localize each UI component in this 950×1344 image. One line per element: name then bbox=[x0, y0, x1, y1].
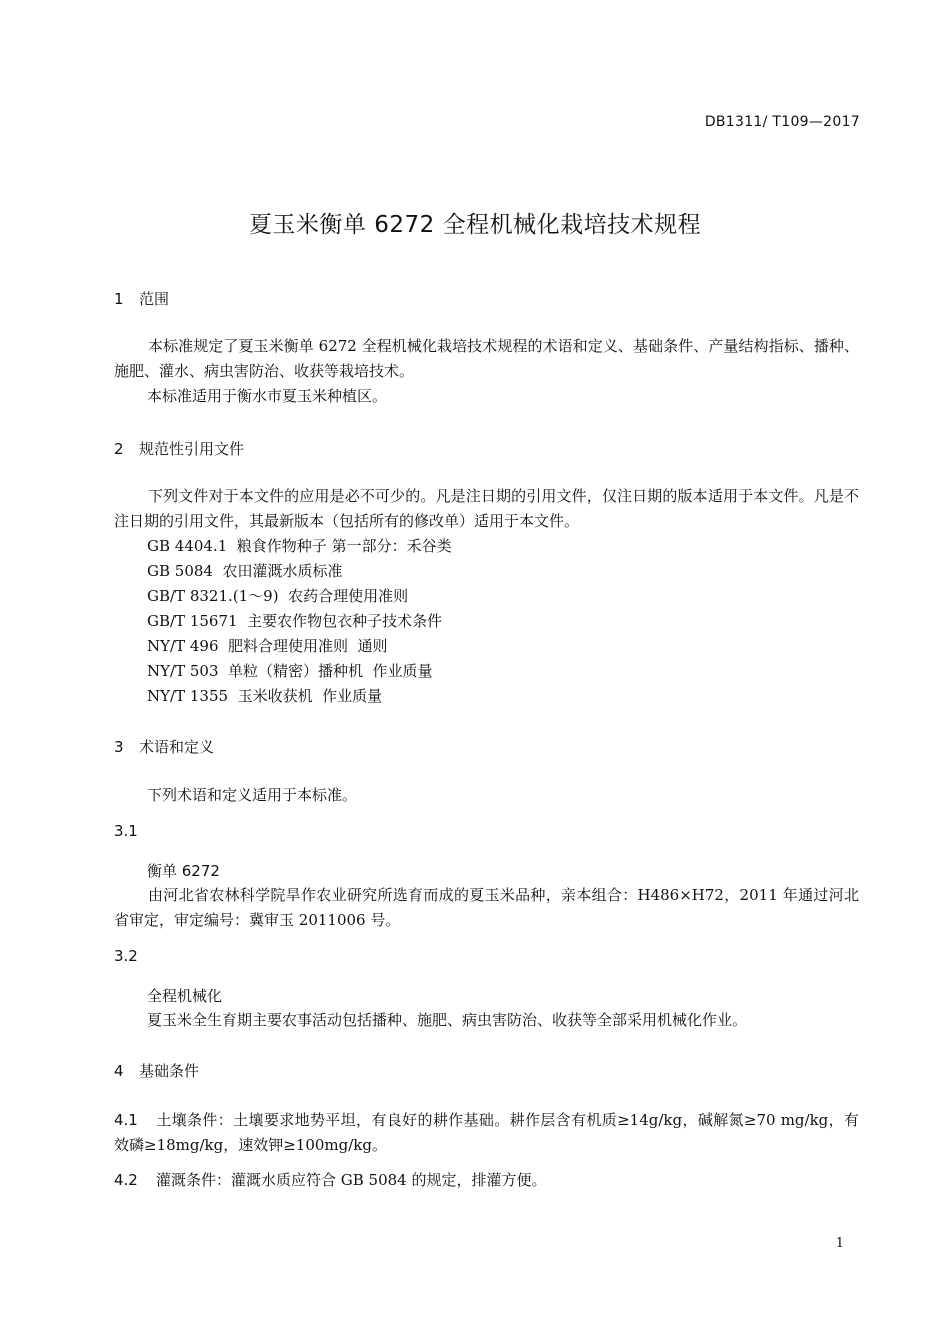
reference-item: NY/T 1355 玉米收获机 作业质量 bbox=[147, 687, 383, 705]
term-3-1-number: 3.1 bbox=[114, 822, 138, 840]
section-3-paragraph-1: 下列术语和定义适用于本标准。 bbox=[147, 786, 358, 804]
standard-code: DB1311/ T109—2017 bbox=[704, 114, 860, 130]
clause-number: 4.2 bbox=[114, 1171, 138, 1189]
term-3-2-number: 3.2 bbox=[114, 947, 138, 965]
section-1-paragraph-2: 本标准适用于衡水市夏玉米种植区。 bbox=[147, 387, 388, 405]
term-3-1-definition: 由河北省农林科学院旱作农业研究所选育而成的夏玉米品种，亲本组合：H486×H72，2011 年通过河北省审定，审定编号：冀审玉 2011006 号。 bbox=[114, 886, 859, 929]
section-number: 4 bbox=[114, 1062, 124, 1080]
term-3-1-name: 衡单 6272 bbox=[147, 862, 220, 880]
section-1-paragraph-1: 本标准规定了夏玉米衡单 6272 全程机械化栽培技术规程的术语和定义、基础条件、产量结构指标、播种、施肥、灌水、病虫害防治、收获等栽培技术。 bbox=[114, 337, 859, 380]
section-title: 术语和定义 bbox=[139, 738, 215, 756]
clause-4-1 bbox=[114, 1108, 859, 1158]
clause-4-2 bbox=[114, 1168, 859, 1193]
section-title: 规范性引用文件 bbox=[139, 440, 245, 458]
reference-list bbox=[147, 534, 452, 709]
section-number: 1 bbox=[114, 290, 124, 308]
section-title: 基础条件 bbox=[139, 1062, 200, 1080]
document-title: 夏玉米衡单 6272 全程机械化栽培技术规程 bbox=[248, 212, 702, 238]
reference-item: GB 5084 农田灌溉水质标准 bbox=[147, 562, 343, 580]
reference-item: GB/T 15671 主要农作物包衣种子技术条件 bbox=[147, 612, 443, 630]
reference-item: NY/T 503 单粒（精密）播种机 作业质量 bbox=[147, 662, 433, 680]
section-title: 范围 bbox=[139, 290, 170, 308]
clause-text: 灌溉条件：灌溉水质应符合 GB 5084 的规定，排灌方便。 bbox=[156, 1171, 547, 1189]
section-3-heading bbox=[114, 736, 214, 757]
term-3-2-name: 全程机械化 bbox=[147, 987, 223, 1005]
page-number: 1 bbox=[835, 1236, 844, 1251]
section-number: 3 bbox=[114, 738, 124, 756]
section-number: 2 bbox=[114, 440, 124, 458]
section-4-heading bbox=[114, 1060, 199, 1081]
section-2-paragraph-1: 下列文件对于本文件的应用是必不可少的。凡是注日期的引用文件，仅注日期的版本适用于本文件。凡是不注日期的引用文件，其最新版本（包括所有的修改单）适用于本文件。 bbox=[114, 487, 859, 530]
clause-text: 土壤条件：土壤要求地势平坦，有良好的耕作基础。耕作层含有机质≥14g/kg，碱解氮≥70 mg/kg，有效磷≥18mg/kg，速效钾≥100mg/kg。 bbox=[114, 1111, 859, 1154]
reference-item: NY/T 496 肥料合理使用准则 通则 bbox=[147, 637, 388, 655]
section-1-heading bbox=[114, 288, 169, 309]
section-2-heading bbox=[114, 438, 244, 459]
reference-item: GB 4404.1 粮食作物种子 第一部分：禾谷类 bbox=[147, 537, 452, 555]
clause-number: 4.1 bbox=[114, 1111, 138, 1129]
term-3-2-definition: 夏玉米全生育期主要农事活动包括播种、施肥、病虫害防治、收获等全部采用机械化作业。 bbox=[147, 1011, 748, 1029]
reference-item: GB/T 8321.(1～9) 农药合理使用准则 bbox=[147, 587, 409, 605]
